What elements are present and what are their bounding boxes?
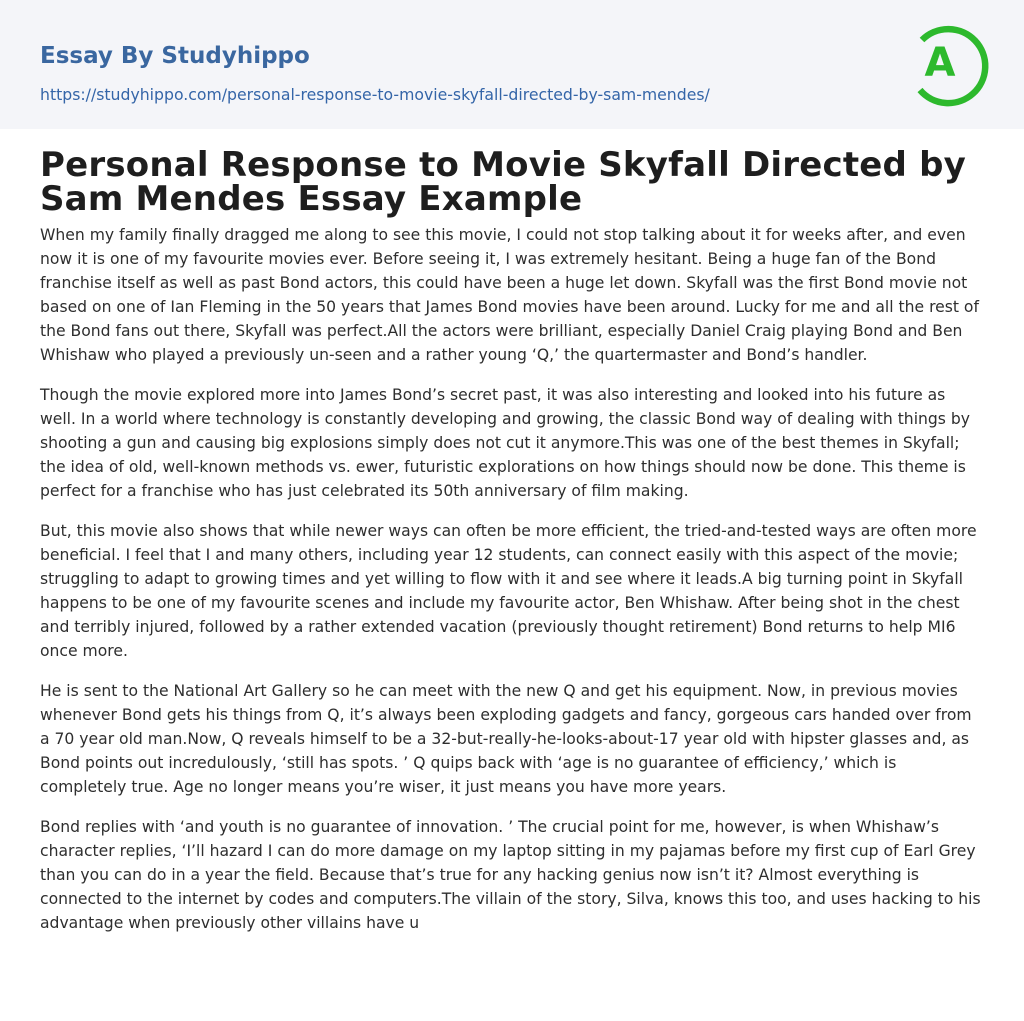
source-url-link[interactable]: https://studyhippo.com/personal-response-to-movie-skyfall-directed-by-sam-mendes/ (40, 85, 710, 104)
paragraph-2: Though the movie explored more into James Bond’s secret past, it was also interesting and looked into his future as well. In a world where technology is constantly developing and growing, the classic Bond way of dealing with things by shooting a gun and causing big explosions simply does not cut it anymore.This was one of the best themes in Skyfall; the idea of old, well-known methods vs. ewer, futuristic explorations on how things should now be done. This theme is perfect for a franchise who has just celebrated its 50th anniversary of film making. (40, 386, 971, 500)
page-header (0, 0, 1024, 129)
page-title: Personal Response to Movie Skyfall Directed by Sam Mendes Essay Example (40, 145, 967, 219)
studyhippo-logo-icon[interactable] (908, 16, 992, 110)
site-name[interactable]: Essay By Studyhippo (40, 43, 310, 69)
paragraph-5: Bond replies with ‘and youth is no guarantee of innovation. ’ The crucial point for me, however, is when Whishaw’s character replies, ‘I’ll hazard I can do more damage on my laptop sitting in my pajamas before my first cup of Earl Grey than you can do in a year the field. Because that’s true for any hacking genius now isn’t it? Almost everything is connected to the internet by codes and computers.The villain of the story, Silva, knows this too, and uses hacking to his advantage when previously other villains have u (40, 818, 981, 932)
paragraph-4: He is sent to the National Art Gallery so he can meet with the new Q and get his equipment. Now, in previous movies whenever Bond gets his things from Q, it’s always been exploding gadgets and fancy, gorgeous cars handed over from a 70 year old man.Now, Q reveals himself to be a 32-but-really-he-looks-about-17 year old with hipster glasses and, as Bond points out incredulously, ‘still has spots. ’ Q quips back with ‘age is no guarantee of efficiency,’ which is completely true. Age no longer means you’re wiser, it just means you have more years. (40, 682, 972, 796)
paragraph-3: But, this movie also shows that while newer ways can often be more efficient, the tried-and-tested ways are often more beneficial. I feel that I and many others, including year 12 students, can connect easily with this aspect of the movie; struggling to adapt to growing times and yet willing to flow with it and see where it leads.A big turning point in Skyfall happens to be one of my favourite scenes and include my favourite actor, Ben Whishaw. After being shot in the chest and terribly injured, followed by a rather extended vacation (previously thought retirement) Bond returns to help MI6 once more. (40, 522, 977, 660)
article-body (40, 145, 986, 951)
paragraph-1: When my family finally dragged me along to see this movie, I could not stop talking about it for weeks after, and even now it is one of my favourite movies ever. Before seeing it, I was extremely hesitant. Being a huge fan of the Bond franchise itself as well as past Bond actors, this could have been a huge let down. Skyfall was the first Bond movie not based on one of Ian Fleming in the 50 years that James Bond movies have been around. Lucky for me and all the rest of the Bond fans out there, Skyfall was perfect.All the actors were brilliant, especially Daniel Craig playing Bond and Ben Whishaw who played a previously un-seen and a rather young ‘Q,’ the quartermaster and Bond’s handler. (40, 226, 979, 364)
logo-letter: A (924, 40, 956, 86)
